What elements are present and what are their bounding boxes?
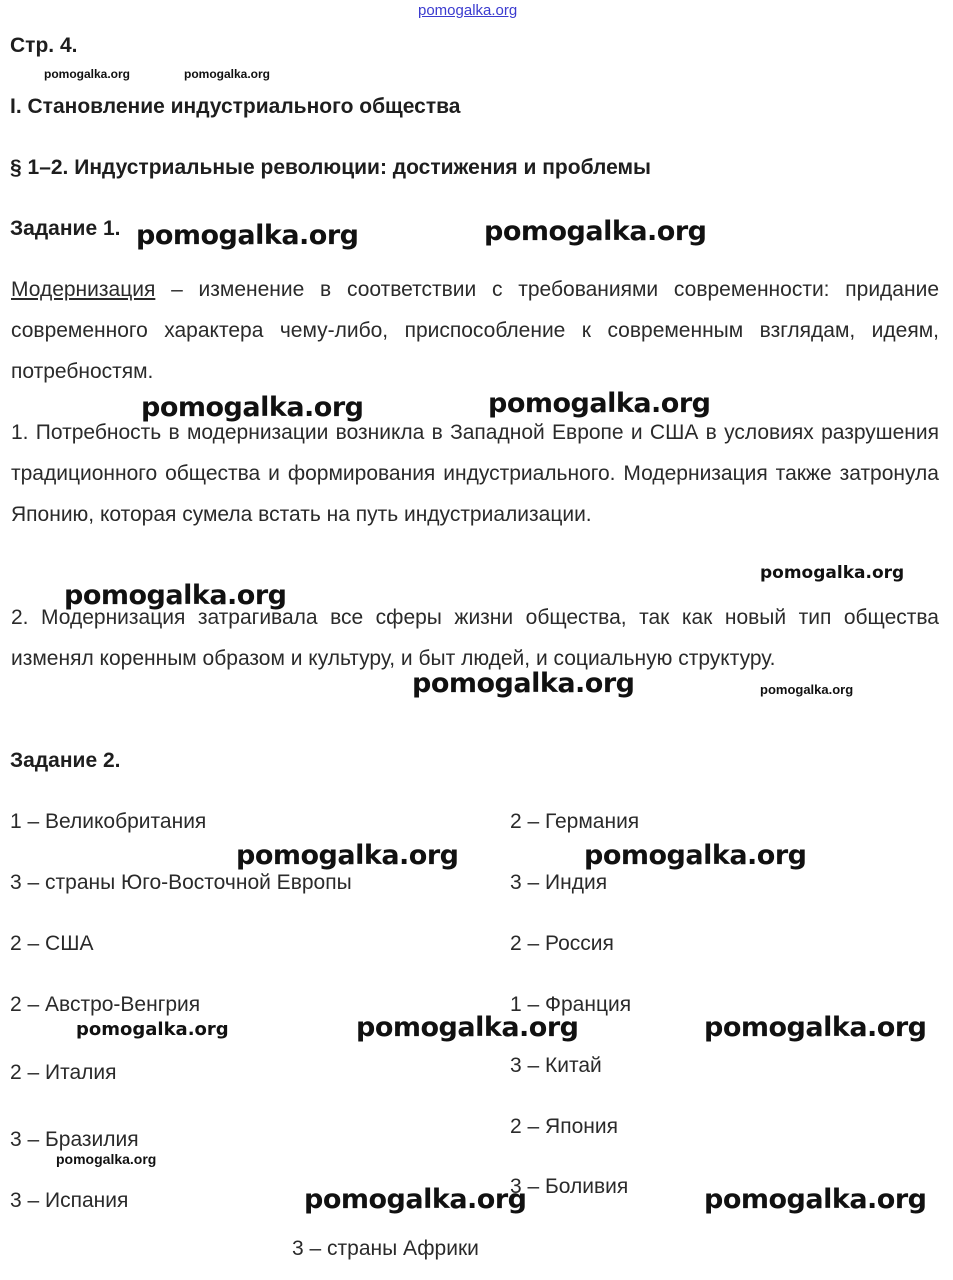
watermark: pomogalka.org bbox=[412, 668, 635, 699]
list-item: 2 – Япония bbox=[510, 1115, 618, 1138]
list-item: 1 – Франция bbox=[510, 993, 632, 1016]
watermark: pomogalka.org bbox=[64, 580, 287, 611]
list-item: 2 – Австро-Венгрия bbox=[10, 993, 201, 1016]
watermark: pomogalka.org bbox=[356, 1012, 579, 1043]
watermark: pomogalka.org bbox=[76, 1019, 229, 1040]
watermark: pomogalka.org bbox=[584, 840, 807, 871]
watermark-top-link[interactable]: pomogalka.org bbox=[418, 2, 518, 19]
watermark: pomogalka.org bbox=[760, 682, 854, 697]
list-item: 2 – Германия bbox=[510, 810, 640, 833]
watermark: pomogalka.org bbox=[484, 216, 707, 247]
watermark: pomogalka.org bbox=[304, 1184, 527, 1215]
watermark: pomogalka.org bbox=[44, 67, 131, 81]
task1-title: Задание 1. bbox=[10, 217, 121, 240]
list-item: 3 – Китай bbox=[510, 1054, 602, 1077]
page-number: Стр. 4. bbox=[10, 34, 78, 57]
watermark: pomogalka.org bbox=[184, 67, 271, 81]
watermark: pomogalka.org bbox=[704, 1184, 927, 1215]
paragraph-title: § 1–2. Индустриальные революции: достижения и проблемы bbox=[10, 156, 651, 179]
list-item: 3 – страны Африки bbox=[292, 1237, 479, 1260]
list-item: 3 – страны Юго-Восточной Европы bbox=[10, 871, 352, 894]
task1-definition bbox=[11, 269, 939, 392]
watermark: pomogalka.org bbox=[704, 1012, 927, 1043]
task1-answer2: 2. Модернизация затрагивала все сферы жизни общества, так как новый тип общества изменял коренным образом и культуру, и быт людей, и социальную структуру. bbox=[11, 606, 939, 670]
list-item: 3 – Испания bbox=[10, 1189, 129, 1212]
term-modernization: Модернизация bbox=[11, 278, 156, 301]
watermark: pomogalka.org bbox=[760, 563, 905, 583]
list-item: 2 – Италия bbox=[10, 1061, 117, 1084]
list-item: 3 – Бразилия bbox=[10, 1128, 139, 1151]
watermark: pomogalka.org bbox=[236, 840, 459, 871]
task2-title: Задание 2. bbox=[10, 749, 121, 772]
watermark: pomogalka.org bbox=[488, 388, 711, 419]
watermark: pomogalka.org bbox=[136, 220, 359, 251]
task1-answer1: 1. Потребность в модернизации возникла в Западной Европе и США в условиях разрушения традиционного общества и формирования индустриального. Модернизация также затронула Японию, которая сумела встать на путь индустриализации. bbox=[11, 421, 939, 526]
list-item: 3 – Индия bbox=[510, 871, 608, 894]
section-title: I. Становление индустриального общества bbox=[10, 95, 461, 118]
list-item: 2 – США bbox=[10, 932, 94, 955]
list-item: 2 – Россия bbox=[510, 932, 614, 955]
list-item: 1 – Великобритания bbox=[10, 810, 207, 833]
watermark: pomogalka.org bbox=[56, 1151, 157, 1167]
watermark: pomogalka.org bbox=[141, 392, 364, 423]
list-item: 3 – Боливия bbox=[510, 1175, 629, 1198]
definition-text: – изменение в соответствии с требованиями современности: придание современного характера чему-либо, приспособление к современным взглядам, идеям, потребностям. bbox=[11, 278, 939, 383]
